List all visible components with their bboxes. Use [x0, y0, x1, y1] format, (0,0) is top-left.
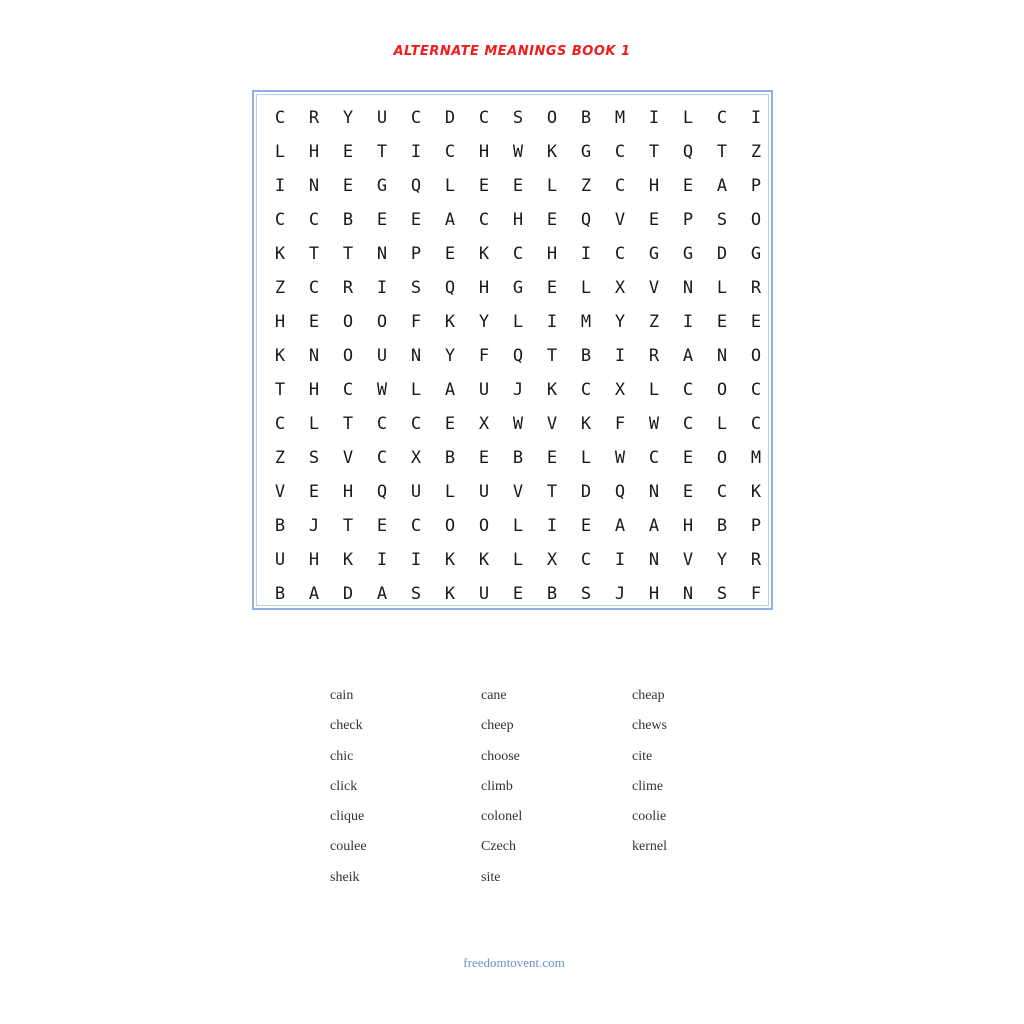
grid-letter: X	[614, 278, 626, 298]
grid-letter: Z	[274, 448, 286, 468]
grid-letter: V	[648, 278, 660, 298]
grid-letter: T	[274, 380, 286, 400]
word-list-item: climb	[481, 778, 513, 794]
grid-letter: U	[478, 482, 490, 502]
word-list-item: cheap	[632, 688, 665, 703]
grid-letter: E	[682, 176, 694, 196]
grid-letter: G	[580, 142, 592, 162]
grid-letter: F	[614, 414, 626, 434]
grid-letter: S	[410, 278, 422, 298]
grid-letter: K	[750, 482, 762, 502]
grid-letter: A	[682, 346, 694, 366]
grid-letter: L	[410, 380, 422, 400]
grid-letter: K	[274, 244, 286, 264]
grid-letter: I	[614, 550, 626, 570]
grid-letter: E	[376, 210, 388, 230]
grid-letter: W	[512, 142, 524, 162]
grid-letter: C	[580, 380, 592, 400]
grid-letter: C	[410, 516, 422, 536]
grid-letter: Y	[614, 312, 626, 332]
grid-letter: L	[512, 516, 524, 536]
grid-letter: A	[376, 584, 388, 604]
grid-letter: Q	[376, 482, 388, 502]
grid-letter: Y	[716, 550, 728, 570]
grid-letter: B	[512, 448, 524, 468]
grid-letter: I	[648, 108, 660, 128]
grid-letter: Y	[342, 108, 354, 128]
grid-letter: K	[274, 346, 286, 366]
grid-letter: N	[410, 346, 422, 366]
grid-letter: F	[750, 584, 762, 604]
grid-letter: L	[648, 380, 660, 400]
grid-letter: O	[750, 210, 762, 230]
grid-letter: S	[410, 584, 422, 604]
grid-letter: E	[478, 448, 490, 468]
grid-letter: G	[512, 278, 524, 298]
grid-letter: I	[376, 278, 388, 298]
grid-letter: D	[580, 482, 592, 502]
grid-letter: O	[342, 346, 354, 366]
word-list-item: chic	[330, 748, 354, 764]
grid-letter: E	[342, 142, 354, 162]
grid-letter: J	[512, 380, 524, 400]
grid-letter: E	[342, 176, 354, 196]
grid-letter: B	[716, 516, 728, 536]
grid-letter: C	[478, 108, 490, 128]
grid-letter: A	[308, 584, 320, 604]
grid-letter: L	[546, 176, 558, 196]
grid-letter: W	[614, 448, 626, 468]
grid-letter: B	[580, 346, 592, 366]
word-list-item: chews	[632, 718, 667, 734]
grid-letter: T	[376, 142, 388, 162]
grid-letter: Z	[750, 142, 762, 162]
grid-letter: Q	[682, 142, 694, 162]
grid-letter: H	[308, 142, 320, 162]
grid-letter: D	[342, 584, 354, 604]
grid-letter: I	[546, 516, 558, 536]
grid-letter: S	[716, 584, 728, 604]
word-list-item: colonel	[481, 809, 523, 825]
word-list-item: site	[481, 869, 501, 885]
grid-letter: R	[308, 108, 320, 128]
grid-letter: L	[274, 142, 286, 162]
grid-letter: L	[444, 482, 456, 502]
grid-letter: I	[410, 550, 422, 570]
grid-letter: I	[682, 312, 694, 332]
grid-letter: T	[342, 414, 354, 434]
grid-letter: E	[376, 516, 388, 536]
grid-letter: S	[716, 210, 728, 230]
grid-letter: E	[308, 312, 320, 332]
grid-letter: A	[444, 380, 456, 400]
grid-letter: K	[444, 312, 456, 332]
grid-letter: C	[308, 278, 320, 298]
grid-letter: N	[648, 482, 660, 502]
grid-letter: I	[274, 176, 286, 196]
grid-letter: S	[512, 108, 524, 128]
grid-letter: O	[716, 448, 728, 468]
grid-letter: H	[478, 278, 490, 298]
grid-letter: C	[750, 414, 762, 434]
grid-letter: H	[274, 312, 286, 332]
grid-letter: R	[342, 278, 354, 298]
word-list-item: choose	[481, 748, 520, 764]
grid-letter: K	[546, 380, 558, 400]
grid-letter: Q	[512, 346, 524, 366]
grid-letter: I	[614, 346, 626, 366]
grid-letter: O	[750, 346, 762, 366]
grid-letter: B	[546, 584, 558, 604]
grid-letter: O	[478, 516, 490, 536]
grid-letter: E	[716, 312, 728, 332]
letter-grid	[263, 101, 773, 611]
grid-letter: L	[580, 278, 592, 298]
grid-letter: K	[478, 244, 490, 264]
grid-letter: E	[444, 244, 456, 264]
word-list-item: cite	[632, 748, 653, 764]
grid-letter: A	[716, 176, 728, 196]
grid-letter: R	[648, 346, 660, 366]
grid-letter: X	[614, 380, 626, 400]
grid-letter: I	[376, 550, 388, 570]
grid-letter: C	[376, 414, 388, 434]
grid-letter: H	[682, 516, 694, 536]
grid-letter: C	[444, 142, 456, 162]
grid-letter: R	[750, 550, 762, 570]
grid-letter: T	[648, 142, 660, 162]
grid-letter: M	[614, 108, 626, 128]
grid-letter: C	[614, 176, 626, 196]
grid-letter: U	[274, 550, 286, 570]
grid-letter: Z	[274, 278, 286, 298]
grid-letter: H	[478, 142, 490, 162]
grid-letter: I	[750, 108, 762, 128]
grid-letter: N	[682, 278, 694, 298]
grid-letter: C	[342, 380, 354, 400]
grid-letter: E	[580, 516, 592, 536]
grid-letter: N	[308, 176, 320, 196]
grid-letter: X	[546, 550, 558, 570]
grid-letter: C	[716, 108, 728, 128]
grid-letter: G	[682, 244, 694, 264]
grid-letter: T	[716, 142, 728, 162]
grid-letter: C	[308, 210, 320, 230]
grid-letter: Y	[478, 312, 490, 332]
grid-letter: A	[614, 516, 626, 536]
grid-letter: S	[308, 448, 320, 468]
grid-letter: H	[648, 584, 660, 604]
grid-letter: E	[682, 482, 694, 502]
grid-letter: N	[648, 550, 660, 570]
grid-letter: K	[546, 142, 558, 162]
grid-letter: C	[274, 210, 286, 230]
grid-letter: N	[716, 346, 728, 366]
grid-letter: L	[580, 448, 592, 468]
grid-letter: F	[478, 346, 490, 366]
grid-letter: P	[750, 516, 762, 536]
grid-letter: L	[308, 414, 320, 434]
grid-letter: B	[342, 210, 354, 230]
grid-letter: C	[410, 414, 422, 434]
grid-letter: E	[546, 210, 558, 230]
grid-letter: C	[614, 244, 626, 264]
word-list-item: Czech	[481, 839, 516, 855]
grid-letter: J	[308, 516, 320, 536]
word-list-item: check	[330, 718, 363, 734]
grid-letter: I	[580, 244, 592, 264]
grid-letter: T	[546, 346, 558, 366]
grid-letter: E	[648, 210, 660, 230]
grid-letter: E	[512, 176, 524, 196]
grid-letter: F	[410, 312, 422, 332]
grid-letter: A	[648, 516, 660, 536]
grid-letter: H	[342, 482, 354, 502]
grid-letter: U	[410, 482, 422, 502]
grid-letter: Q	[614, 482, 626, 502]
grid-letter: U	[376, 108, 388, 128]
grid-letter: D	[716, 244, 728, 264]
grid-letter: N	[308, 346, 320, 366]
grid-letter: B	[274, 584, 286, 604]
word-list-item: click	[330, 778, 358, 794]
grid-letter: U	[376, 346, 388, 366]
grid-letter: X	[478, 414, 490, 434]
grid-letter: S	[580, 584, 592, 604]
grid-letter: V	[614, 210, 626, 230]
grid-letter: W	[512, 414, 524, 434]
grid-letter: Z	[648, 312, 660, 332]
grid-letter: C	[648, 448, 660, 468]
grid-letter: H	[546, 244, 558, 264]
word-list-item: sheik	[330, 869, 360, 885]
grid-letter: K	[478, 550, 490, 570]
word-list-item: cheep	[481, 718, 514, 734]
grid-letter: Q	[580, 210, 592, 230]
grid-letter: C	[682, 380, 694, 400]
grid-letter: E	[478, 176, 490, 196]
word-list	[330, 686, 783, 898]
grid-letter: L	[512, 312, 524, 332]
grid-letter: E	[410, 210, 422, 230]
grid-letter: B	[580, 108, 592, 128]
word-search-grid	[252, 90, 773, 610]
grid-letter: C	[376, 448, 388, 468]
grid-letter: O	[716, 380, 728, 400]
footer-url[interactable]: freedomtovent.com	[463, 955, 565, 970]
grid-letter: J	[614, 584, 626, 604]
word-list-item: kernel	[632, 839, 667, 855]
grid-letter: L	[716, 414, 728, 434]
grid-letter: O	[546, 108, 558, 128]
word-list-item: clique	[330, 809, 365, 825]
grid-letter: G	[648, 244, 660, 264]
grid-letter: Y	[444, 346, 456, 366]
grid-letter: K	[444, 550, 456, 570]
grid-letter: N	[682, 584, 694, 604]
word-list-item: cane	[481, 688, 507, 703]
grid-letter: P	[410, 244, 422, 264]
grid-letter: X	[410, 448, 422, 468]
grid-letter: N	[376, 244, 388, 264]
grid-letter: H	[308, 550, 320, 570]
grid-letter: H	[512, 210, 524, 230]
grid-letter: W	[376, 380, 388, 400]
grid-letter: A	[444, 210, 456, 230]
grid-letter: V	[342, 448, 354, 468]
grid-letter: C	[716, 482, 728, 502]
grid-letter: U	[478, 380, 490, 400]
word-list-item: clime	[632, 778, 664, 794]
grid-letter: L	[444, 176, 456, 196]
grid-letter: I	[546, 312, 558, 332]
grid-letter: T	[308, 244, 320, 264]
grid-letter: Q	[410, 176, 422, 196]
grid-letter: C	[274, 414, 286, 434]
grid-letter: L	[682, 108, 694, 128]
grid-letter: C	[512, 244, 524, 264]
grid-letter: M	[580, 312, 592, 332]
word-list-item: cain	[330, 688, 354, 703]
grid-letter: V	[682, 550, 694, 570]
grid-letter: C	[478, 210, 490, 230]
grid-letter: C	[682, 414, 694, 434]
puzzle-title: ALTERNATE MEANINGS BOOK 1	[393, 44, 631, 59]
grid-letter: Z	[580, 176, 592, 196]
grid-letter: W	[648, 414, 660, 434]
grid-letter: C	[410, 108, 422, 128]
grid-letter: O	[444, 516, 456, 536]
grid-letter: P	[750, 176, 762, 196]
grid-letter: E	[546, 448, 558, 468]
word-list-item: coulee	[330, 839, 367, 855]
grid-letter: C	[580, 550, 592, 570]
grid-letter: C	[614, 142, 626, 162]
grid-letter: L	[512, 550, 524, 570]
grid-letter: K	[580, 414, 592, 434]
grid-letter: V	[274, 482, 286, 502]
grid-letter: P	[682, 210, 694, 230]
grid-letter: G	[376, 176, 388, 196]
grid-letter: T	[546, 482, 558, 502]
grid-letter: E	[308, 482, 320, 502]
grid-letter: R	[750, 278, 762, 298]
grid-letter: E	[546, 278, 558, 298]
grid-letter: B	[274, 516, 286, 536]
grid-letter: I	[410, 142, 422, 162]
grid-letter: O	[342, 312, 354, 332]
grid-letter: G	[750, 244, 762, 264]
grid-letter: B	[444, 448, 456, 468]
grid-letter: O	[376, 312, 388, 332]
grid-letter: E	[750, 312, 762, 332]
grid-letter: K	[444, 584, 456, 604]
grid-letter: Q	[444, 278, 456, 298]
grid-letter: K	[342, 550, 354, 570]
grid-letter: T	[342, 244, 354, 264]
grid-letter: L	[716, 278, 728, 298]
word-list-item: coolie	[632, 809, 667, 825]
grid-letter: M	[750, 448, 762, 468]
grid-letter: H	[648, 176, 660, 196]
grid-letter: C	[750, 380, 762, 400]
grid-letter: E	[512, 584, 524, 604]
grid-letter: H	[308, 380, 320, 400]
grid-letter: D	[444, 108, 456, 128]
grid-letter: E	[444, 414, 456, 434]
grid-letter: T	[342, 516, 354, 536]
grid-letter: E	[682, 448, 694, 468]
grid-letter: V	[512, 482, 524, 502]
grid-letter: U	[478, 584, 490, 604]
grid-letter: C	[274, 108, 286, 128]
grid-letter: V	[546, 414, 558, 434]
